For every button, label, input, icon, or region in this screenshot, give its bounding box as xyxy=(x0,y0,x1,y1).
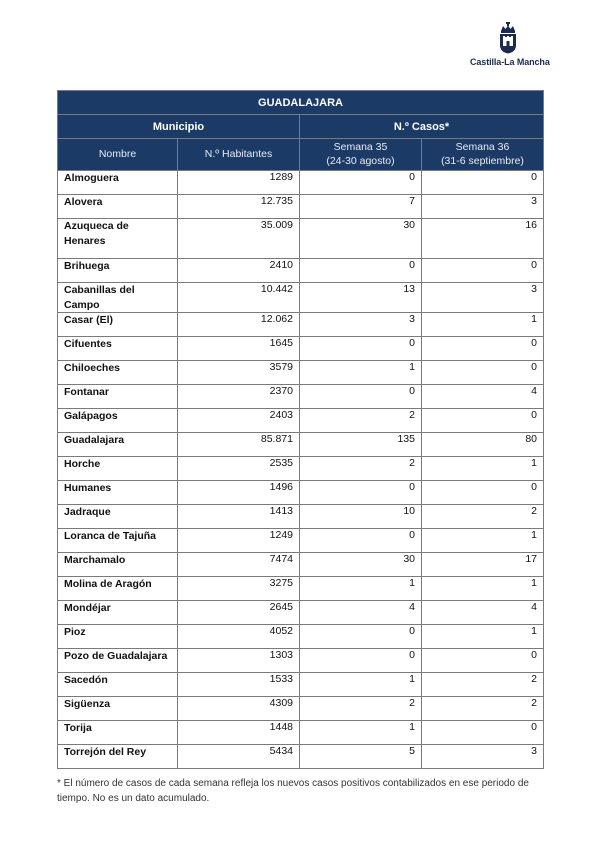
semana-36-cell: 80 xyxy=(422,433,544,457)
municipio-name: Jadraque xyxy=(58,505,178,529)
semana-36-cell: 0 xyxy=(422,409,544,433)
semana-36-cell: 3 xyxy=(422,195,544,219)
habitantes-cell: 2410 xyxy=(178,259,300,283)
table-row xyxy=(58,721,544,745)
semana-35-cell: 13 xyxy=(300,283,422,313)
table-row xyxy=(58,745,544,769)
habitantes-cell: 2535 xyxy=(178,457,300,481)
municipio-name: Loranca de Tajuña xyxy=(58,529,178,553)
semana-35-cell: 3 xyxy=(300,313,422,337)
cases-table xyxy=(57,90,544,769)
semana-36-cell: 2 xyxy=(422,505,544,529)
habitantes-cell: 1448 xyxy=(178,721,300,745)
table-row xyxy=(58,361,544,385)
col-semana-35 xyxy=(300,139,422,171)
table-row xyxy=(58,457,544,481)
semana-36-cell: 4 xyxy=(422,601,544,625)
habitantes-cell: 12.735 xyxy=(178,195,300,219)
semana-36-cell: 16 xyxy=(422,219,544,259)
col-semana-35-line1: Semana 35 xyxy=(333,141,388,154)
col-semana-36-line1: Semana 36 xyxy=(455,141,510,154)
col-semana-35-line2: (24-30 agosto) xyxy=(326,154,395,167)
semana-36-cell: 4 xyxy=(422,385,544,409)
semana-36-cell: 3 xyxy=(422,283,544,313)
table-row xyxy=(58,481,544,505)
semana-35-cell: 0 xyxy=(300,481,422,505)
municipio-name: Marchamalo xyxy=(58,553,178,577)
municipio-name: Pioz xyxy=(58,625,178,649)
habitantes-cell: 4309 xyxy=(178,697,300,721)
semana-36-cell: 1 xyxy=(422,625,544,649)
table-row xyxy=(58,697,544,721)
municipio-name: Torrejón del Rey xyxy=(58,745,178,769)
table-row xyxy=(58,577,544,601)
habitantes-cell: 1289 xyxy=(178,171,300,195)
table-row xyxy=(58,505,544,529)
semana-35-cell: 2 xyxy=(300,697,422,721)
col-semana-36 xyxy=(422,139,544,171)
table-row xyxy=(58,553,544,577)
habitantes-cell: 2645 xyxy=(178,601,300,625)
table-row xyxy=(58,601,544,625)
semana-36-cell: 1 xyxy=(422,529,544,553)
municipio-name: Chiloeches xyxy=(58,361,178,385)
castilla-la-mancha-logo xyxy=(470,22,550,67)
semana-36-cell: 2 xyxy=(422,697,544,721)
municipio-name: Galápagos xyxy=(58,409,178,433)
habitantes-cell: 7474 xyxy=(178,553,300,577)
semana-35-cell: 0 xyxy=(300,649,422,673)
semana-35-cell: 0 xyxy=(300,259,422,283)
semana-36-cell: 1 xyxy=(422,313,544,337)
semana-36-cell: 3 xyxy=(422,745,544,769)
table-group-row xyxy=(58,115,544,139)
group-municipio: Municipio xyxy=(58,115,300,139)
habitantes-cell: 5434 xyxy=(178,745,300,769)
semana-35-cell: 135 xyxy=(300,433,422,457)
table-row xyxy=(58,529,544,553)
habitantes-cell: 1496 xyxy=(178,481,300,505)
habitantes-cell: 1645 xyxy=(178,337,300,361)
municipio-name: Cabanillas del Campo xyxy=(58,283,178,313)
semana-36-cell: 1 xyxy=(422,577,544,601)
table-row xyxy=(58,337,544,361)
habitantes-cell: 35.009 xyxy=(178,219,300,259)
municipio-name: Fontanar xyxy=(58,385,178,409)
habitantes-cell: 1303 xyxy=(178,649,300,673)
habitantes-cell: 1249 xyxy=(178,529,300,553)
footnote: * El número de casos de cada semana refleja los nuevos casos positivos contabilizados en ese periodo de tiempo. No es un dato acumulado. xyxy=(57,778,529,804)
table-row xyxy=(58,409,544,433)
semana-35-cell: 2 xyxy=(300,457,422,481)
semana-36-cell: 0 xyxy=(422,361,544,385)
semana-35-cell: 0 xyxy=(300,625,422,649)
municipio-name: Molina de Aragón xyxy=(58,577,178,601)
semana-35-cell: 0 xyxy=(300,529,422,553)
table-row xyxy=(58,385,544,409)
table-row xyxy=(58,433,544,457)
semana-36-cell: 17 xyxy=(422,553,544,577)
habitantes-cell: 12.062 xyxy=(178,313,300,337)
semana-35-cell: 1 xyxy=(300,577,422,601)
semana-35-cell: 30 xyxy=(300,553,422,577)
semana-35-cell: 0 xyxy=(300,385,422,409)
municipio-name: Sacedón xyxy=(58,673,178,697)
semana-35-cell: 10 xyxy=(300,505,422,529)
municipio-name: Casar (El) xyxy=(58,313,178,337)
semana-35-cell: 2 xyxy=(300,409,422,433)
table-row xyxy=(58,283,544,313)
semana-35-cell: 4 xyxy=(300,601,422,625)
semana-36-cell: 0 xyxy=(422,337,544,361)
semana-36-cell: 0 xyxy=(422,171,544,195)
semana-35-cell: 1 xyxy=(300,673,422,697)
semana-35-cell: 1 xyxy=(300,361,422,385)
table-row xyxy=(58,171,544,195)
semana-35-cell: 0 xyxy=(300,171,422,195)
table-column-header-row xyxy=(58,139,544,171)
municipio-name: Azuqueca de Henares xyxy=(58,219,178,259)
municipio-name: Almoguera xyxy=(58,171,178,195)
habitantes-cell: 1413 xyxy=(178,505,300,529)
table-title: GUADALAJARA xyxy=(58,91,544,115)
table-title-row xyxy=(58,91,544,115)
col-nombre: Nombre xyxy=(58,139,178,171)
municipio-name: Mondéjar xyxy=(58,601,178,625)
table-body xyxy=(58,171,544,769)
habitantes-cell: 85.871 xyxy=(178,433,300,457)
municipio-name: Horche xyxy=(58,457,178,481)
municipio-name: Sigüenza xyxy=(58,697,178,721)
municipio-name: Humanes xyxy=(58,481,178,505)
habitantes-cell: 2403 xyxy=(178,409,300,433)
semana-36-cell: 0 xyxy=(422,721,544,745)
municipio-name: Alovera xyxy=(58,195,178,219)
semana-36-cell: 2 xyxy=(422,673,544,697)
semana-36-cell: 1 xyxy=(422,457,544,481)
castle-crown-emblem-icon xyxy=(497,22,519,54)
municipio-name: Torija xyxy=(58,721,178,745)
habitantes-cell: 10.442 xyxy=(178,283,300,313)
municipio-name: Guadalajara xyxy=(58,433,178,457)
col-habitantes: N.º Habitantes xyxy=(178,139,300,171)
table-row xyxy=(58,625,544,649)
semana-35-cell: 7 xyxy=(300,195,422,219)
semana-36-cell: 0 xyxy=(422,259,544,283)
semana-35-cell: 0 xyxy=(300,337,422,361)
municipio-name: Pozo de Guadalajara xyxy=(58,649,178,673)
table-row xyxy=(58,649,544,673)
habitantes-cell: 3275 xyxy=(178,577,300,601)
municipio-name: Cifuentes xyxy=(58,337,178,361)
table-row xyxy=(58,219,544,259)
semana-35-cell: 5 xyxy=(300,745,422,769)
table-row xyxy=(58,259,544,283)
habitantes-cell: 2370 xyxy=(178,385,300,409)
municipio-name: Brihuega xyxy=(58,259,178,283)
habitantes-cell: 4052 xyxy=(178,625,300,649)
habitantes-cell: 3579 xyxy=(178,361,300,385)
table-row xyxy=(58,673,544,697)
table-row xyxy=(58,313,544,337)
semana-35-cell: 1 xyxy=(300,721,422,745)
col-semana-36-line2: (31-6 septiembre) xyxy=(441,154,524,167)
table-row xyxy=(58,195,544,219)
semana-35-cell: 30 xyxy=(300,219,422,259)
semana-36-cell: 0 xyxy=(422,649,544,673)
group-casos: N.º Casos* xyxy=(300,115,544,139)
semana-36-cell: 0 xyxy=(422,481,544,505)
habitantes-cell: 1533 xyxy=(178,673,300,697)
logo-text: Castilla-La Mancha xyxy=(470,57,550,67)
